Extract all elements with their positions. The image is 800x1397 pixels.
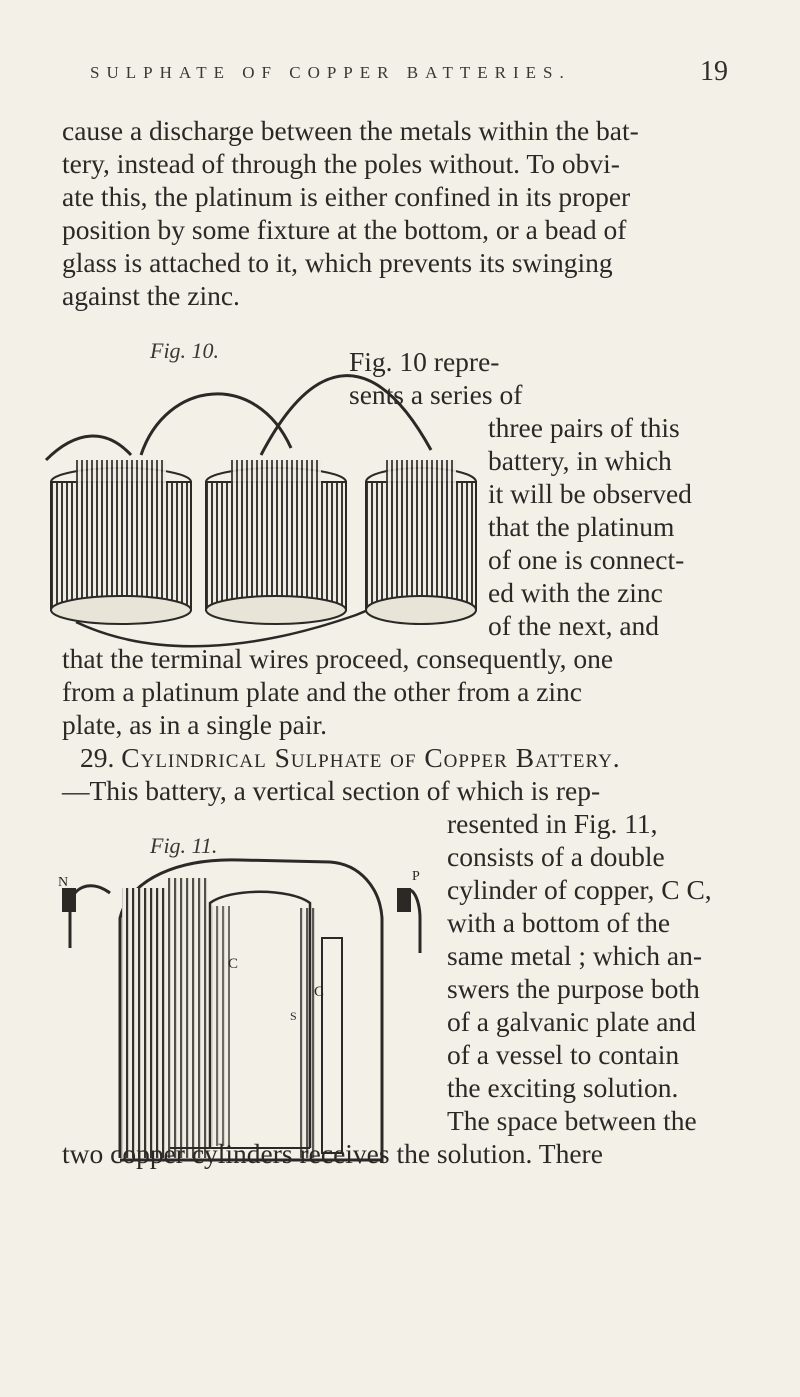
text-line: two copper cylinders receives the solution. There [62, 1138, 603, 1169]
text-line: from a platinum plate and the other from a zinc [62, 676, 583, 707]
text-line: same metal ; which an- [447, 940, 703, 971]
text-line: swers the purpose both [447, 973, 700, 1004]
battery-cell-2 [206, 460, 346, 624]
text-line: cause a discharge between the metals within the bat- [62, 115, 639, 146]
text-line: resented in Fig. 11, [447, 808, 658, 839]
section-number: 29. [80, 742, 115, 773]
figure-10-label: Fig. 10. [150, 338, 220, 363]
text-line: the exciting solution. [447, 1072, 679, 1103]
text-line: of a galvanic plate and [447, 1006, 696, 1037]
battery-cell-1 [51, 460, 191, 624]
text-line: —This battery, a vertical section of which is rep- [62, 775, 601, 806]
text-line: that the terminal wires proceed, consequently, one [62, 643, 614, 674]
battery-cell-3 [366, 460, 476, 624]
label-c-left: C [228, 956, 239, 972]
text-line: of a vessel to contain [447, 1039, 680, 1070]
text-line: tery, instead of through the poles without. To obvi- [62, 148, 620, 179]
text-line: that the platinum [488, 511, 675, 542]
text-line: ed with the zinc [488, 577, 663, 608]
section-title: Cylindrical Sulphate of Copper Battery. [121, 742, 621, 773]
text-line: The space between the [447, 1105, 697, 1136]
text-line: three pairs of this [488, 412, 680, 443]
text-line: ate this, the platinum is either confined in its proper [62, 181, 631, 212]
label-c-right: C [314, 984, 325, 1000]
text-line: cylinder of copper, C C, [447, 874, 712, 905]
label-s: S [290, 1009, 297, 1023]
section-heading [80, 741, 621, 774]
text-line: position by some fixture at the bottom, or a bead of [62, 214, 627, 245]
text-line: Fig. 10 repre- [349, 346, 500, 377]
text-line: of one is connect- [488, 544, 685, 575]
running-head: SULPHATE OF COPPER BATTERIES. [90, 63, 571, 82]
text-line: glass is attached to it, which prevents its swinging [62, 247, 613, 278]
figure-11-label: Fig. 11. [150, 833, 218, 858]
text-line: against the zinc. [62, 280, 240, 311]
label-p: P [412, 869, 420, 884]
text-line: consists of a double [447, 841, 665, 872]
label-n: N [58, 875, 69, 890]
text-line: it will be observed [488, 478, 692, 509]
text-line: plate, as in a single pair. [62, 709, 327, 740]
text-line: with a bottom of the [447, 907, 671, 938]
text-line: sents a series of [349, 379, 523, 410]
text-line: of the next, and [488, 610, 660, 641]
page-number: 19 [700, 56, 728, 87]
text-line: battery, in which [488, 445, 672, 476]
figure-11-illustration [60, 848, 430, 1178]
